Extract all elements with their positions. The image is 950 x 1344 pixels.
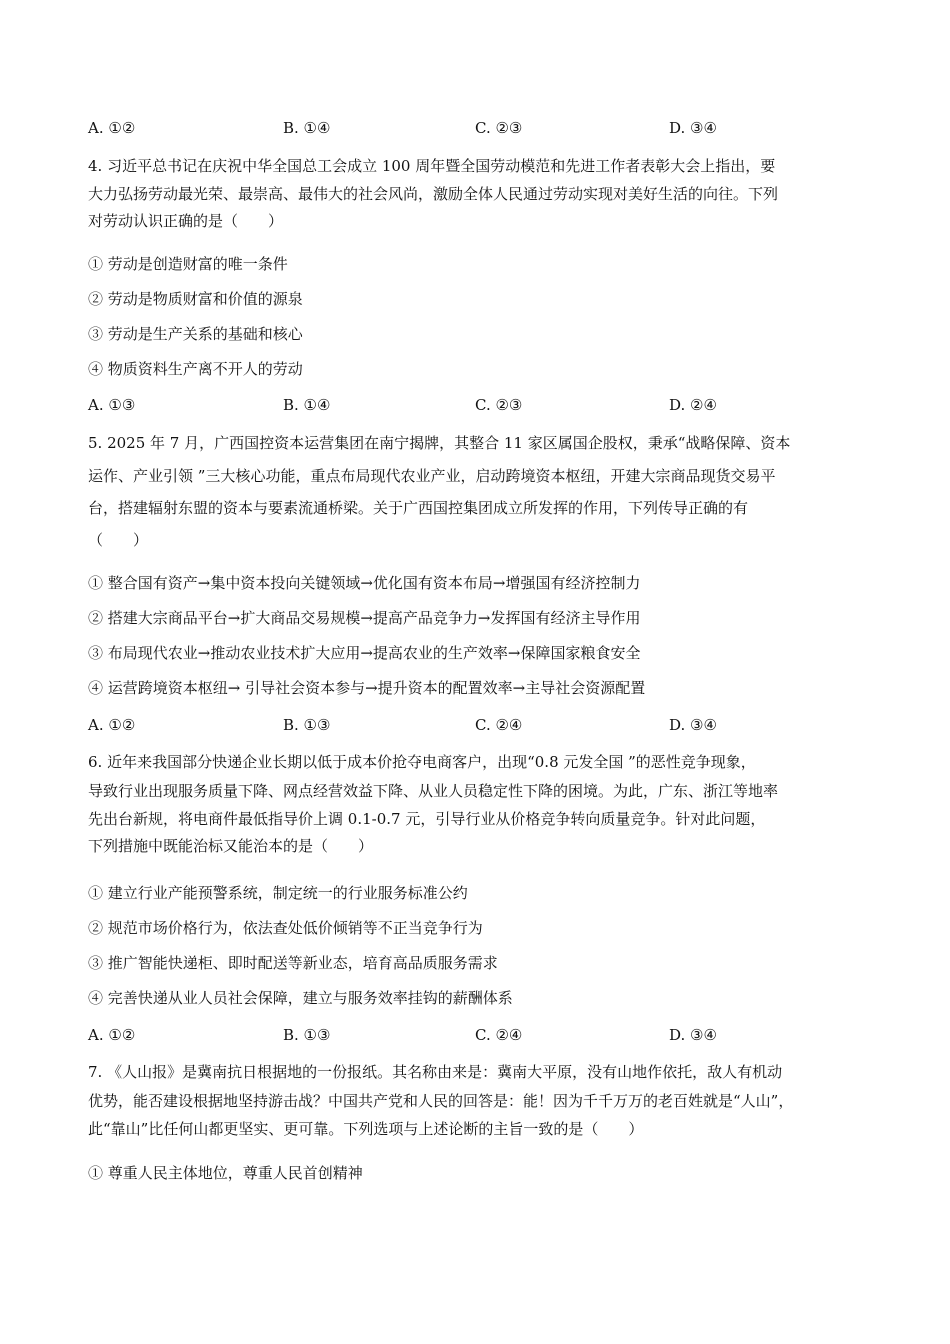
q6-option-a: A. ①②: [88, 1026, 136, 1044]
q7-stem-line-1: 7. 《人山报》是冀南抗日根据地的一份报纸。其名称由来是：冀南大平原，没有山地作依托，敌人有机动: [88, 1063, 783, 1081]
q5-item-2: ② 搭建大宗商品平台→扩大商品交易规模→提高产品竞争力→发挥国有经济主导作用: [88, 609, 641, 627]
q6-item-4: ④ 完善快递从业人员社会保障，建立与服务效率挂钩的薪酬体系: [88, 989, 513, 1007]
q6-stem-line-1: 6. 近年来我国部分快递企业长期以低于成本价抢夺电商客户，出现“0.8 元发全国 ”的恶性竞争现象，: [88, 753, 756, 771]
q6-item-2: ② 规范市场价格行为，依法查处低价倾销等不正当竞争行为: [88, 919, 483, 937]
q5-item-4: ④ 运营跨境资本枢纽→ 引导社会资本参与→提升资本的配置效率→主导社会资源配置: [88, 679, 646, 697]
q4-option-a: A. ①③: [88, 396, 136, 414]
q4-item-3: ③ 劳动是生产关系的基础和核心: [88, 325, 303, 343]
q6-option-d: D. ③④: [669, 1026, 717, 1044]
q4-option-d: D. ②④: [669, 396, 717, 414]
q5-option-d: D. ③④: [669, 716, 717, 734]
q5-options: [88, 715, 888, 735]
q3-option-c: C. ②③: [475, 119, 523, 137]
q3-option-d: D. ③④: [669, 119, 717, 137]
q6-option-b: B. ①③: [283, 1026, 331, 1044]
q3-option-a: A. ①②: [88, 119, 136, 137]
q5-option-c: C. ②④: [475, 716, 523, 734]
q6-stem-line-3: 先出台新规，将电商件最低指导价上调 0.1-0.7 元，引导行业从价格竞争转向质量竞争。针对此问题，: [88, 810, 766, 828]
q4-option-c: C. ②③: [475, 396, 523, 414]
q6-item-1: ① 建立行业产能预警系统，制定统一的行业服务标准公约: [88, 884, 468, 902]
q4-stem-line-3: 对劳动认识正确的是（ ）: [88, 212, 284, 230]
q5-stem-line-4: （ ）: [88, 531, 149, 549]
q7-item-1: ① 尊重人民主体地位，尊重人民首创精神: [88, 1164, 363, 1182]
q3-options: [88, 118, 888, 138]
q6-item-3: ③ 推广智能快递柜、即时配送等新业态，培育高品质服务需求: [88, 954, 498, 972]
q4-stem-line-2: 大力弘扬劳动最光荣、最崇高、最伟大的社会风尚，激励全体人民通过劳动实现对美好生活的向往。下列: [88, 185, 779, 203]
q4-item-2: ② 劳动是物质财富和价值的源泉: [88, 290, 303, 308]
q6-options: [88, 1025, 888, 1045]
q4-stem-line-1: 4. 习近平总书记在庆祝中华全国总工会成立 100 周年暨全国劳动模范和先进工作者表彰大会上指出，要: [88, 157, 776, 175]
q7-stem-line-2: 优势，能否建设根据地坚持游击战？中国共产党和人民的回答是：能！因为千千万万的老百姓就是“人山”，: [88, 1092, 794, 1110]
q5-stem-line-2: 运作、产业引领 ”三大核心功能，重点布局现代农业产业，启动跨境资本枢纽，开建大宗商品现货交易平: [88, 467, 776, 485]
q5-stem-line-1: 5. 2025 年 7 月，广西国控资本运营集团在南宁揭牌，其整合 11 家区属国企股权，秉承“战略保障、资本: [88, 434, 791, 452]
q4-options: [88, 395, 888, 415]
q5-option-a: A. ①②: [88, 716, 136, 734]
q3-option-b: B. ①④: [283, 119, 331, 137]
q6-option-c: C. ②④: [475, 1026, 523, 1044]
q4-item-1: ① 劳动是创造财富的唯一条件: [88, 255, 288, 273]
q5-item-1: ① 整合国有资产→集中资本投向关键领域→优化国有资本布局→增强国有经济控制力: [88, 574, 641, 592]
q5-option-b: B. ①③: [283, 716, 331, 734]
q4-item-4: ④ 物质资料生产离不开人的劳动: [88, 360, 303, 378]
q6-stem-line-4: 下列措施中既能治标又能治本的是（ ）: [88, 837, 374, 855]
q4-option-b: B. ①④: [283, 396, 331, 414]
q5-stem-line-3: 台，搭建辐射东盟的资本与要素流通桥梁。关于广西国控集团成立所发挥的作用，下列传导正确的有: [88, 499, 749, 517]
q7-stem-line-3: 此“靠山”比任何山都更坚实、更可靠。下列选项与上述论断的主旨一致的是（ ）: [88, 1120, 644, 1138]
q5-item-3: ③ 布局现代农业→推动农业技术扩大应用→提高农业的生产效率→保障国家粮食安全: [88, 644, 641, 662]
q6-stem-line-2: 导致行业出现服务质量下降、网点经营效益下降、从业人员稳定性下降的困境。为此，广东、浙江等地率: [88, 782, 779, 800]
